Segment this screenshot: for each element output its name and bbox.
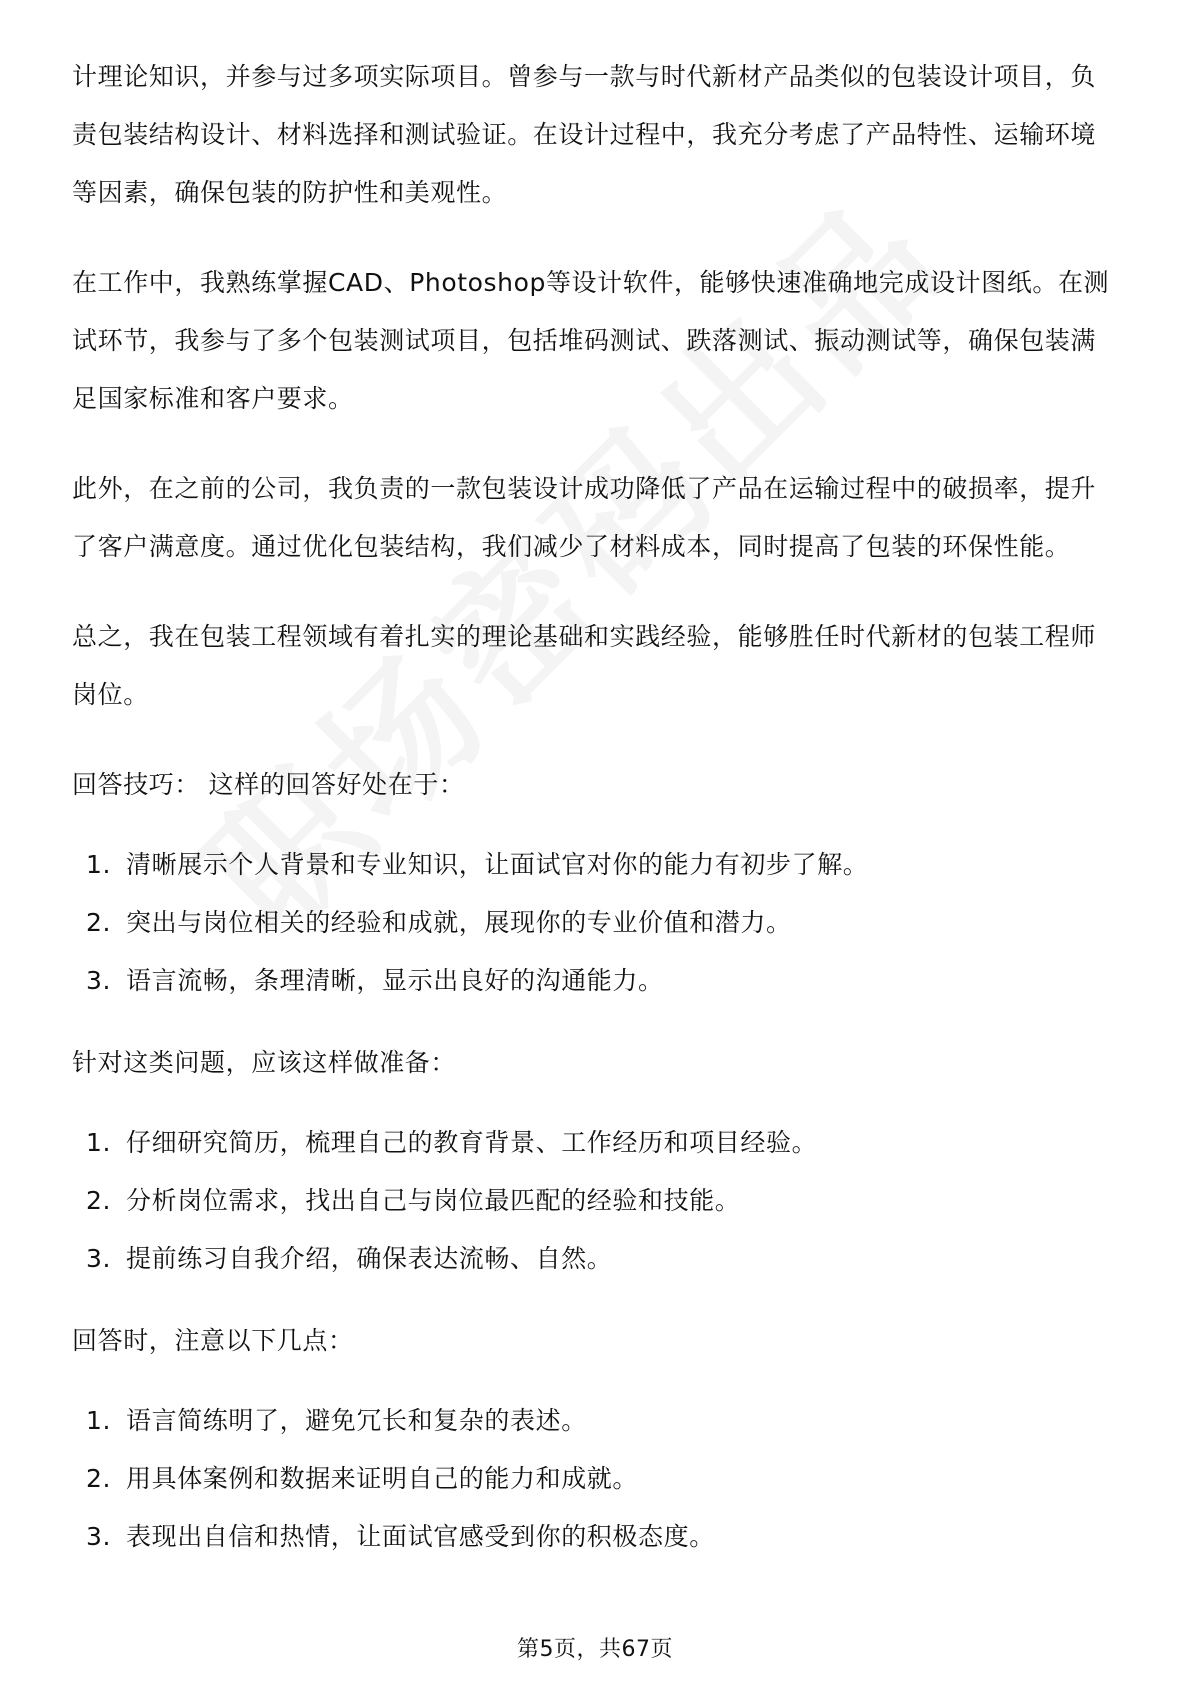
list-item-text: 提前练习自我介绍，确保表达流畅、自然。 (126, 1244, 613, 1273)
list-item-text: 表现出自信和热情，让面试官感受到你的积极态度。 (126, 1522, 715, 1551)
list-item (72, 952, 1118, 1010)
list-number: 1. (86, 1406, 112, 1435)
list-number: 1. (86, 850, 112, 879)
numbered-list (72, 836, 1118, 1010)
list-number: 3. (86, 1522, 112, 1551)
list-item-text: 突出与岗位相关的经验和成就，展现你的专业价值和潜力。 (126, 908, 792, 937)
list-item (72, 1230, 1118, 1288)
list-number: 1. (86, 1128, 112, 1157)
list-item (72, 894, 1118, 952)
page-content (72, 48, 1118, 1590)
list-item (72, 1172, 1118, 1230)
list-number: 3. (86, 1244, 112, 1273)
list-number: 3. (86, 966, 112, 995)
list-item-text: 清晰展示个人背景和专业知识，让面试官对你的能力有初步了解。 (126, 850, 869, 879)
paragraph: 总之，我在包装工程领域有着扎实的理论基础和实践经验，能够胜任时代新材的包装工程师岗位。 (72, 622, 1097, 709)
list-number: 2. (86, 908, 112, 937)
list-item (72, 1508, 1118, 1566)
paragraph: 此外，在之前的公司，我负责的一款包装设计成功降低了产品在运输过程中的破损率，提升了客户满意度。通过优化包装结构，我们减少了材料成本，同时提高了包装的环保性能。 (72, 474, 1097, 561)
list-item-text: 仔细研究简历，梳理自己的教育背景、工作经历和项目经验。 (126, 1128, 818, 1157)
section-heading: 针对这类问题，应该这样做准备： (72, 1048, 457, 1077)
list-number: 2. (86, 1464, 112, 1493)
numbered-list (72, 1114, 1118, 1288)
paragraph: 计理论知识，并参与过多项实际项目。曾参与一款与时代新材产品类似的包装设计项目，负责包装结构设计、材料选择和测试验证。在设计过程中，我充分考虑了产品特性、运输环境等因素，确保包装的防护性和美观性。 (72, 62, 1097, 207)
list-number: 2. (86, 1186, 112, 1215)
section-heading: 回答时，注意以下几点： (72, 1326, 354, 1355)
section-heading: 回答技巧： 这样的回答好处在于： (72, 770, 465, 799)
page-number: 第5页，共67页 (517, 1637, 673, 1662)
list-item (72, 1392, 1118, 1450)
paragraph: 在工作中，我熟练掌握CAD、Photoshop等设计软件，能够快速准确地完成设计图纸。在测试环节，我参与了多个包装测试项目，包括堆码测试、跌落测试、振动测试等，确保包装满足国家标准和客户要求。 (72, 268, 1110, 413)
list-item (72, 1114, 1118, 1172)
list-item-text: 用具体案例和数据来证明自己的能力和成就。 (126, 1464, 639, 1493)
list-item-text: 语言流畅，条理清晰，显示出良好的沟通能力。 (126, 966, 664, 995)
list-item-text: 分析岗位需求，找出自己与岗位最匹配的经验和技能。 (126, 1186, 741, 1215)
list-item (72, 1450, 1118, 1508)
list-item (72, 836, 1118, 894)
numbered-list (72, 1392, 1118, 1566)
list-item-text: 语言简练明了，避免冗长和复杂的表述。 (126, 1406, 587, 1435)
